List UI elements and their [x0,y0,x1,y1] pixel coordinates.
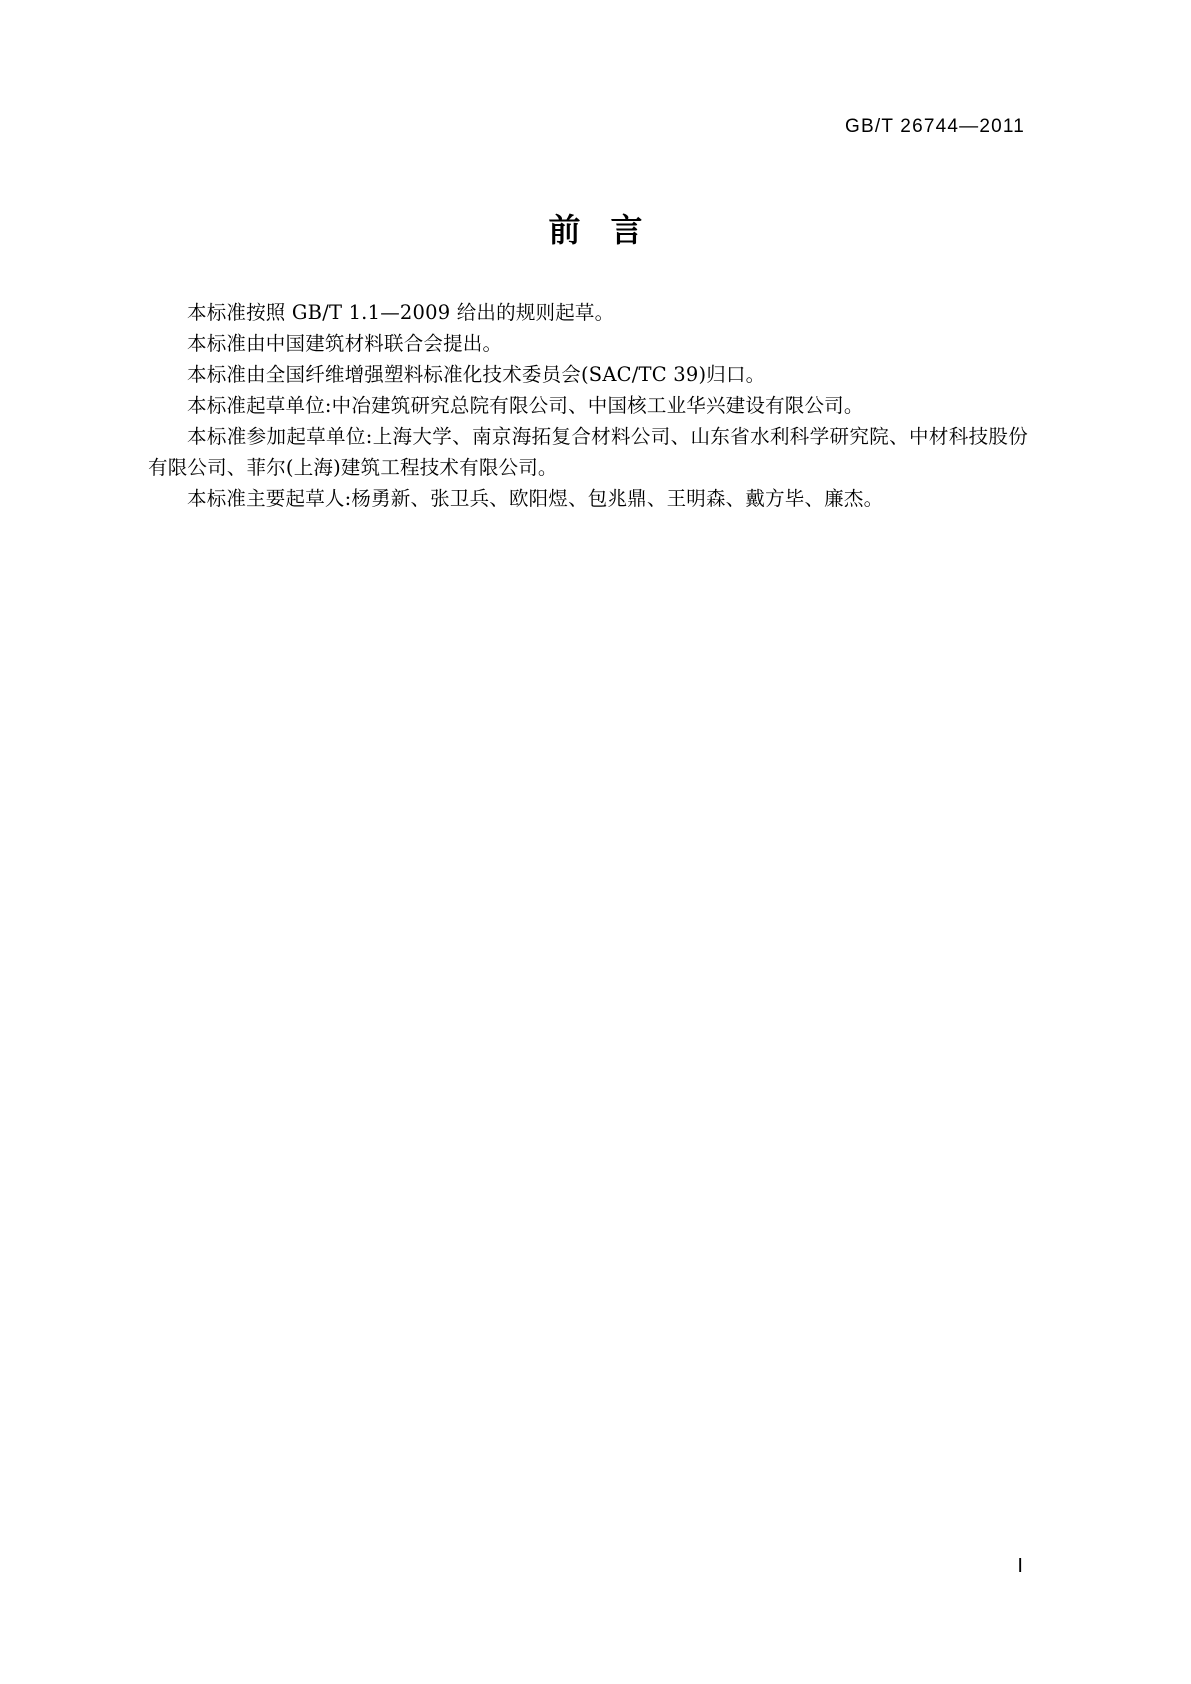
foreword-paragraph: 本标准主要起草人:杨勇新、张卫兵、欧阳煜、包兆鼎、王明森、戴方毕、廉杰。 [187,487,884,510]
foreword-paragraph: 本标准由全国纤维增强塑料标准化技术委员会(SAC/TC 39)归口。 [187,363,766,386]
foreword-body [148,297,1028,514]
page-number: Ⅰ [1017,1556,1023,1577]
foreword-paragraph: 本标准起草单位:中冶建筑研究总院有限公司、中国核工业华兴建设有限公司。 [187,394,864,417]
foreword-paragraph: 本标准由中国建筑材料联合会提出。 [187,332,503,355]
page-title: 前言 [548,211,673,249]
foreword-paragraph: 本标准参加起草单位:上海大学、南京海拓复合材料公司、山东省水利科学研究院、中材科技股份有限公司、菲尔(上海)建筑工程技术有限公司。 [148,425,1028,479]
foreword-paragraph: 本标准按照 GB/T 1.1—2009 给出的规则起草。 [187,301,615,324]
standard-code-header: GB/T 26744—2011 [845,116,1025,137]
